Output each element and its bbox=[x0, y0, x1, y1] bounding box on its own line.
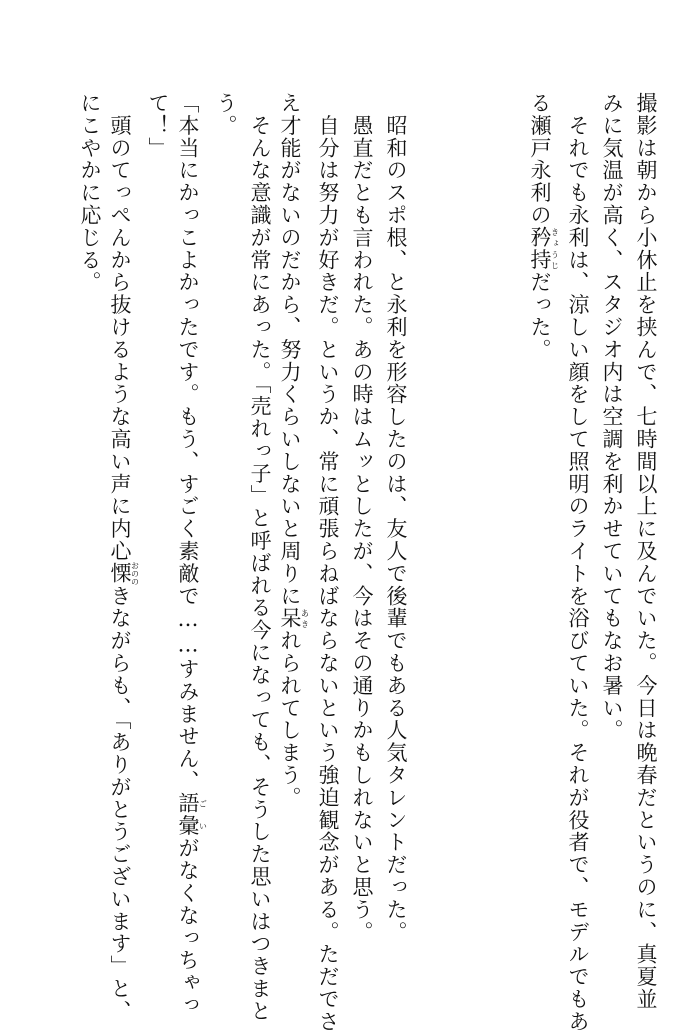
text-run: 「本当にかっこよかったです。もう、すごく素敵で……すみません、 bbox=[176, 92, 200, 793]
ruby-base: 慄 bbox=[108, 561, 132, 586]
text-column bbox=[563, 92, 593, 1033]
text-column bbox=[279, 92, 309, 1012]
text-column bbox=[245, 92, 275, 1023]
ruby-annotation bbox=[278, 607, 310, 630]
text-column bbox=[631, 92, 661, 1012]
text-run: 昭和のスポ根、と永利を形容したのは、友人で後輩でもある人気タレントだった。 bbox=[384, 92, 408, 944]
ruby-reading: ごい bbox=[198, 792, 208, 838]
text-run: だった。 bbox=[528, 271, 552, 361]
text-column bbox=[347, 92, 377, 1012]
ruby-base: 呆 bbox=[278, 607, 302, 630]
text-run: それでも永利は、涼しい顔をして照明のライトを浴びていた。それが役者で、モデルでもあ bbox=[566, 92, 590, 1033]
text-column bbox=[176, 92, 208, 1017]
ruby-base: 語彙 bbox=[176, 792, 200, 838]
ruby-base: 矜持 bbox=[528, 226, 552, 272]
text-run: る瀬戸永利の bbox=[528, 92, 552, 227]
ruby-reading: あき bbox=[300, 607, 310, 630]
text-column bbox=[143, 92, 173, 1012]
text-run: 自分は努力が好きだ。というか、常に頑張らねばならないという強迫観念がある。ただでさ bbox=[316, 92, 340, 1033]
text-run: みに気温が高く、スタジオ内は空調を利かせていてもなお暑い。 bbox=[600, 92, 624, 742]
text-run: 愚直だとも言われた。あの時はムッとしたが、今はその通りかもしれないと思う。 bbox=[350, 92, 374, 944]
text-column bbox=[313, 92, 343, 1033]
text-run: れられてしまう。 bbox=[278, 629, 302, 809]
text-run: 頭のてっぺんから抜けるような高い声に内心 bbox=[108, 92, 132, 563]
text-run: 撮影は朝から小休止を挟んで、七時間以上に及んでいた。今日は晩春だというのに、真夏並 bbox=[634, 92, 658, 1011]
ruby-annotation bbox=[528, 226, 560, 272]
text-column bbox=[529, 92, 559, 1012]
ruby-annotation bbox=[108, 561, 140, 586]
text-column bbox=[108, 92, 140, 1023]
text-run: きながらも、「ありがとうございます」と、 bbox=[108, 584, 132, 1023]
text-run: て！」 bbox=[146, 92, 170, 160]
ruby-reading: おのの bbox=[130, 561, 140, 586]
text-run: う。 bbox=[214, 92, 238, 137]
text-column bbox=[597, 92, 627, 1012]
text-column bbox=[211, 92, 241, 1012]
text-column bbox=[75, 92, 105, 1012]
text-run: そんな意識が常にあった。「売れっ子」と呼ばれる今になっても、そうした思いはつきまと bbox=[248, 92, 272, 1023]
text-run: にこやかに応じる。 bbox=[78, 92, 102, 294]
ruby-annotation bbox=[176, 792, 208, 838]
text-run: がなくなっちゃっ bbox=[176, 837, 200, 1017]
ruby-reading: きょうじ bbox=[550, 226, 560, 272]
text-run: え才能がないのだから、努力くらいしないと周りに bbox=[278, 92, 302, 608]
text-column bbox=[381, 92, 411, 1012]
